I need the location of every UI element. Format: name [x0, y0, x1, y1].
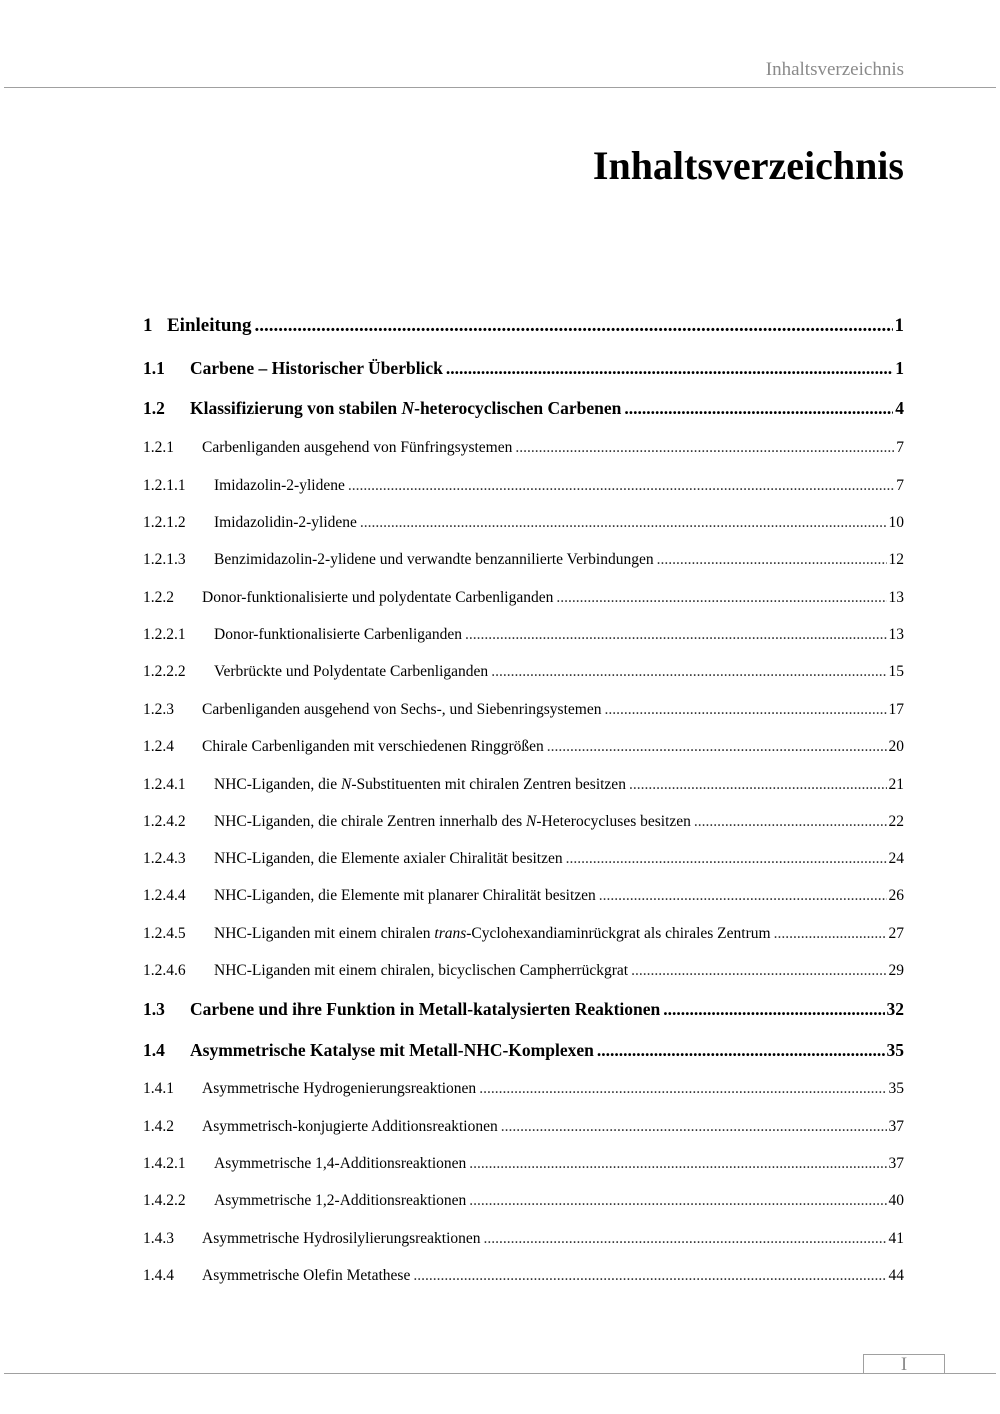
toc-entry-page: 37 — [888, 1154, 904, 1172]
toc-entry-page: 32 — [886, 998, 904, 1019]
toc-entry-page: 44 — [888, 1266, 904, 1284]
toc-entry[interactable] — [143, 551, 904, 569]
toc-entry-number: 1.2.4 — [143, 737, 174, 755]
toc-entry[interactable] — [143, 1267, 904, 1285]
toc-entry-number: 1.2 — [143, 397, 165, 418]
toc-entry-number: 1.2.4.4 — [143, 886, 186, 904]
toc-dot-leader — [566, 850, 887, 868]
toc-entry-number: 1.4.3 — [143, 1229, 174, 1247]
toc-entry[interactable] — [143, 701, 904, 719]
toc-entry-page: 21 — [888, 775, 904, 793]
toc-entry-title: NHC-Liganden mit einem chiralen, bicyclischen Campherrückgrat — [214, 961, 629, 979]
toc-entry-page: 17 — [888, 700, 904, 718]
toc-dot-leader — [254, 315, 892, 337]
toc-entry-title: NHC-Liganden, die chirale Zentren innerhalb des N-Heterocycluses besitzen — [214, 812, 691, 830]
toc-entry-number: 1.2.2 — [143, 588, 174, 606]
toc-dot-leader — [446, 358, 893, 379]
toc-entry-number: 1.2.1.3 — [143, 550, 186, 568]
toc-entry-title: Asymmetrische Olefin Metathese — [202, 1266, 411, 1284]
toc-entry-number: 1.2.2.2 — [143, 662, 186, 680]
toc-entry-title: Benzimidazolin-2-ylidene und verwandte benzannilierte Verbindungen — [214, 550, 654, 568]
running-header: Inhaltsverzeichnis — [765, 59, 904, 80]
toc-entry[interactable] — [143, 1192, 904, 1210]
footer-rule — [4, 1373, 996, 1374]
toc-entry[interactable] — [143, 1080, 904, 1098]
header-rule — [4, 87, 996, 88]
toc-entry[interactable] — [143, 925, 904, 943]
toc-entry-title: NHC-Liganden, die N-Substituenten mit chiralen Zentren besitzen — [214, 775, 626, 793]
toc-entry-page: 13 — [888, 625, 904, 643]
toc-dot-leader — [629, 776, 887, 794]
toc-entry-number: 1.2.4.5 — [143, 924, 186, 942]
toc-entry-page: 40 — [888, 1191, 904, 1209]
toc-entry-title: Carbenliganden ausgehend von Sechs-, und Siebenringsystemen — [202, 700, 602, 718]
toc-entry-page: 12 — [888, 550, 904, 568]
toc-dot-leader — [774, 925, 887, 943]
toc-entry-title: Carbene – Historischer Überblick — [190, 357, 443, 378]
toc-entry-page: 26 — [888, 886, 904, 904]
toc-dot-leader — [348, 477, 894, 495]
toc-dot-leader — [604, 701, 886, 719]
toc-dot-leader — [491, 663, 886, 681]
toc-entry-number: 1.2.3 — [143, 700, 174, 718]
toc-entry-page: 41 — [888, 1229, 904, 1247]
toc-entry-number: 1.2.1.1 — [143, 476, 186, 494]
toc-entry-title: Asymmetrisch-konjugierte Additionsreaktionen — [202, 1117, 498, 1135]
toc-entry[interactable] — [143, 1155, 904, 1173]
toc-entry-title: Carbene und ihre Funktion in Metall-katalysierten Reaktionen — [190, 998, 661, 1019]
toc-entry-title: Asymmetrische 1,4-Additionsreaktionen — [214, 1154, 467, 1172]
toc-entry[interactable] — [143, 887, 904, 905]
toc-entry[interactable] — [143, 358, 904, 379]
toc-entry-number: 1.4.1 — [143, 1079, 174, 1097]
toc-entry-page: 7 — [896, 438, 904, 456]
toc-entry-number: 1.2.1.2 — [143, 513, 186, 531]
toc-dot-leader — [413, 1267, 886, 1285]
toc-entry-page: 37 — [888, 1117, 904, 1135]
toc-entry-number: 1.4.4 — [143, 1266, 174, 1284]
toc-entry-title: NHC-Liganden, die Elemente axialer Chiralität besitzen — [214, 849, 563, 867]
toc-dot-leader — [663, 999, 884, 1020]
toc-entry-page: 35 — [886, 1039, 904, 1060]
toc-entry-page: 13 — [888, 588, 904, 606]
toc-entry-title: Asymmetrische 1,2-Additionsreaktionen — [214, 1191, 467, 1209]
toc-entry-title: Imidazolin-2-ylidene — [214, 476, 345, 494]
toc-dot-leader — [484, 1230, 887, 1248]
toc-entry[interactable] — [143, 738, 904, 756]
toc-dot-leader — [556, 589, 886, 607]
toc-entry[interactable] — [143, 1230, 904, 1248]
toc-entry-page: 10 — [888, 513, 904, 531]
toc-entry-title: NHC-Liganden mit einem chiralen trans-Cyclohexandiaminrückgrat als chirales Zentrum — [214, 924, 771, 942]
toc-entry-page: 35 — [888, 1079, 904, 1097]
toc-dot-leader — [501, 1118, 887, 1136]
toc-entry[interactable] — [143, 398, 904, 419]
toc-entry-title: Imidazolidin-2-ylidene — [214, 513, 357, 531]
toc-entry-title: Asymmetrische Hydrogenierungsreaktionen — [202, 1079, 477, 1097]
toc-dot-leader — [599, 887, 887, 905]
toc-entry-title: Verbrückte und Polydentate Carbenliganden — [214, 662, 489, 680]
toc-entry-number: 1.2.2.1 — [143, 625, 186, 643]
toc-entry[interactable] — [143, 1118, 904, 1136]
page-title: Inhaltsverzeichnis — [592, 143, 904, 188]
toc-entry-title: Asymmetrische Hydrosilylierungsreaktionen — [202, 1229, 481, 1247]
toc-entry[interactable] — [143, 1040, 904, 1061]
toc-dot-leader — [360, 514, 887, 532]
toc-dot-leader — [469, 1192, 886, 1210]
toc-entry-page: 1 — [895, 357, 904, 378]
toc-entry-number: 1 — [143, 315, 153, 336]
toc-dot-leader — [469, 1155, 886, 1173]
toc-entry-number: 1.4 — [143, 1039, 165, 1060]
toc-entry-page: 1 — [894, 315, 904, 336]
toc-entry-number: 1.2.4.2 — [143, 812, 186, 830]
toc-entry-page: 7 — [896, 476, 904, 494]
toc-dot-leader — [465, 626, 886, 644]
toc-entry-number: 1.2.1 — [143, 438, 174, 456]
toc-entry-title: Einleitung — [167, 315, 252, 336]
toc-entry[interactable] — [143, 315, 904, 337]
toc-entry-title: Chirale Carbenliganden mit verschiedenen Ringgrößen — [202, 737, 544, 755]
toc-entry[interactable] — [143, 850, 904, 868]
toc-dot-leader — [597, 1040, 885, 1061]
toc-entry-page: 22 — [888, 812, 904, 830]
toc-entry-number: 1.2.4.3 — [143, 849, 186, 867]
toc-entry[interactable] — [143, 626, 904, 644]
toc-dot-leader — [657, 551, 887, 569]
toc-entry-number: 1.4.2.2 — [143, 1191, 186, 1209]
toc-dot-leader — [624, 398, 893, 419]
toc-entry-title: Donor-funktionalisierte und polydentate Carbenliganden — [202, 588, 554, 606]
toc-entry-number: 1.4.2 — [143, 1117, 174, 1135]
toc-entry[interactable] — [143, 589, 904, 607]
toc-entry-number: 1.1 — [143, 357, 165, 378]
toc-entry-title: Donor-funktionalisierte Carbenliganden — [214, 625, 463, 643]
toc-entry[interactable] — [143, 999, 904, 1020]
toc-entry[interactable] — [143, 514, 904, 532]
toc-dot-leader — [515, 439, 894, 457]
toc-dot-leader — [694, 813, 887, 831]
toc-entry[interactable] — [143, 962, 904, 980]
toc-entry[interactable] — [143, 813, 904, 831]
toc-entry-title: Asymmetrische Katalyse mit Metall-NHC-Komplexen — [190, 1039, 594, 1060]
toc-dot-leader — [631, 962, 886, 980]
toc-entry-page: 29 — [888, 961, 904, 979]
toc-entry-title: Klassifizierung von stabilen N-heterocyclischen Carbenen — [190, 397, 622, 418]
toc-entry-page: 27 — [888, 924, 904, 942]
toc-entry-page: 4 — [895, 397, 904, 418]
toc-entry[interactable] — [143, 776, 904, 794]
toc-entry-number: 1.3 — [143, 998, 165, 1019]
toc-dot-leader — [547, 738, 887, 756]
toc-entry-number: 1.2.4.1 — [143, 775, 186, 793]
toc-entry-title: NHC-Liganden, die Elemente mit planarer Chiralität besitzen — [214, 886, 596, 904]
toc-entry-number: 1.4.2.1 — [143, 1154, 186, 1172]
toc-entry-page: 15 — [888, 662, 904, 680]
toc-entry[interactable] — [143, 663, 904, 681]
toc-entry-number: 1.2.4.6 — [143, 961, 186, 979]
toc-entry-title: Carbenliganden ausgehend von Fünfringsystemen — [202, 438, 513, 456]
toc-entry[interactable] — [143, 439, 904, 457]
page-number: I — [863, 1354, 945, 1374]
toc-entry-page: 20 — [888, 737, 904, 755]
toc-dot-leader — [479, 1080, 886, 1098]
toc-entry-page: 24 — [888, 849, 904, 867]
toc-entry[interactable] — [143, 477, 904, 495]
